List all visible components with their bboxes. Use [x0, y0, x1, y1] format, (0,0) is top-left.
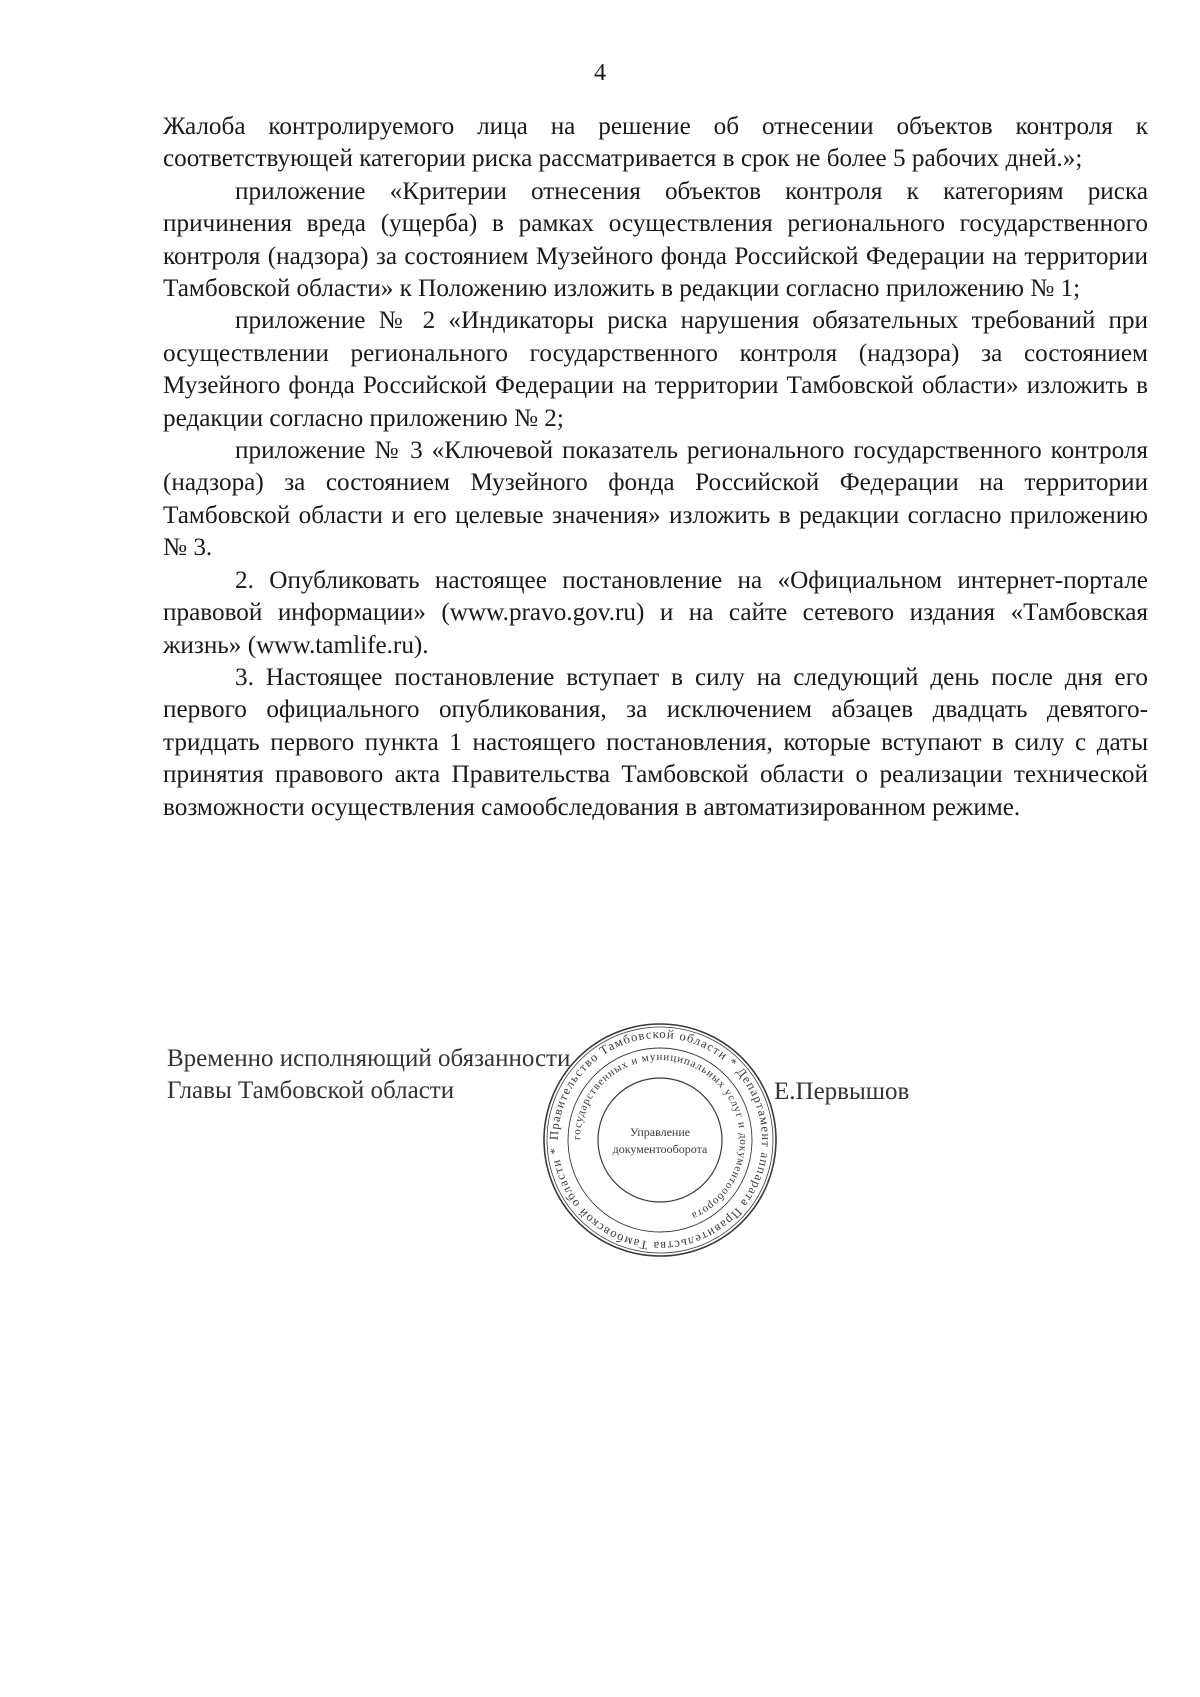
signature-block [167, 1043, 570, 1107]
paragraph-complaint: Жалоба контролируемого лица на решение об отнесении объектов контроля к соответствующей категории риска рассматривается в срок не более 5 рабочих дней.»; [163, 113, 1148, 173]
stamp-center-line1: Управление [629, 1125, 691, 1139]
stamp-seal-icon [540, 1020, 780, 1260]
signatory-name: Е.Первышов [774, 1078, 910, 1105]
paragraph-effective-date: 3. Настоящее постановление вступает в силу на следующий день после дня его первого официального опубликования, за исключением абзацев двадцать девятого-тридцать первого пункта 1 настоящего постановления, которые вступают в силу с даты принятия правового акта Правительства Тамбовской области о реализации технической возможности осуществления самообследования в автоматизированном режиме. [163, 663, 1148, 821]
document-body [163, 111, 1148, 824]
paragraph-publish: 2. Опубликовать настоящее постановление на «Официальном интернет-портале правовой информации» (www.pravo.gov.ru) и на сайте сетевого издания «Тамбовская жизнь» (www.tamlife.ru). [163, 566, 1148, 659]
stamp-center-line2: документооборота [612, 1142, 708, 1156]
signatory-title-line1: Временно исполняющий обязанности [167, 1045, 571, 1072]
paragraph-appendix-key-indicator: приложение № 3 «Ключевой показатель регионального государственного контроля (надзора) за состоянием Музейного фонда Российской Федерации на территории Тамбовской области и его целевые значения» изложить в редакции согласно приложению № 3. [163, 437, 1148, 562]
stamp-outer-text: Правительство Тамбовской области * Департамент аппарата Правительства Тамбовской области * [546, 1026, 774, 1254]
stamp-inner-text: государственных и муниципальных услуг и документооборота [570, 1050, 750, 1223]
page-number: 4 [594, 60, 606, 86]
paragraph-appendix-criteria: приложение «Критерии отнесения объектов контроля к категориям риска причинения вреда (ущерба) в рамках осуществления регионального государственного контроля (надзора) за состоянием Музейного фонда Российской Федерации на территории Тамбовской области» к Положению изложить в редакции согласно приложению № 1; [163, 177, 1148, 303]
paragraph-appendix-indicators: приложение № 2 «Индикаторы риска нарушения обязательных требований при осуществлении регионального государственного контроля (надзора) за состоянием Музейного фонда Российской Федерации на территории Тамбовской области» изложить в редакции согласно приложению № 2; [163, 307, 1148, 432]
official-stamp [540, 1020, 780, 1260]
signatory-title-line2: Главы Тамбовской области [167, 1077, 455, 1104]
